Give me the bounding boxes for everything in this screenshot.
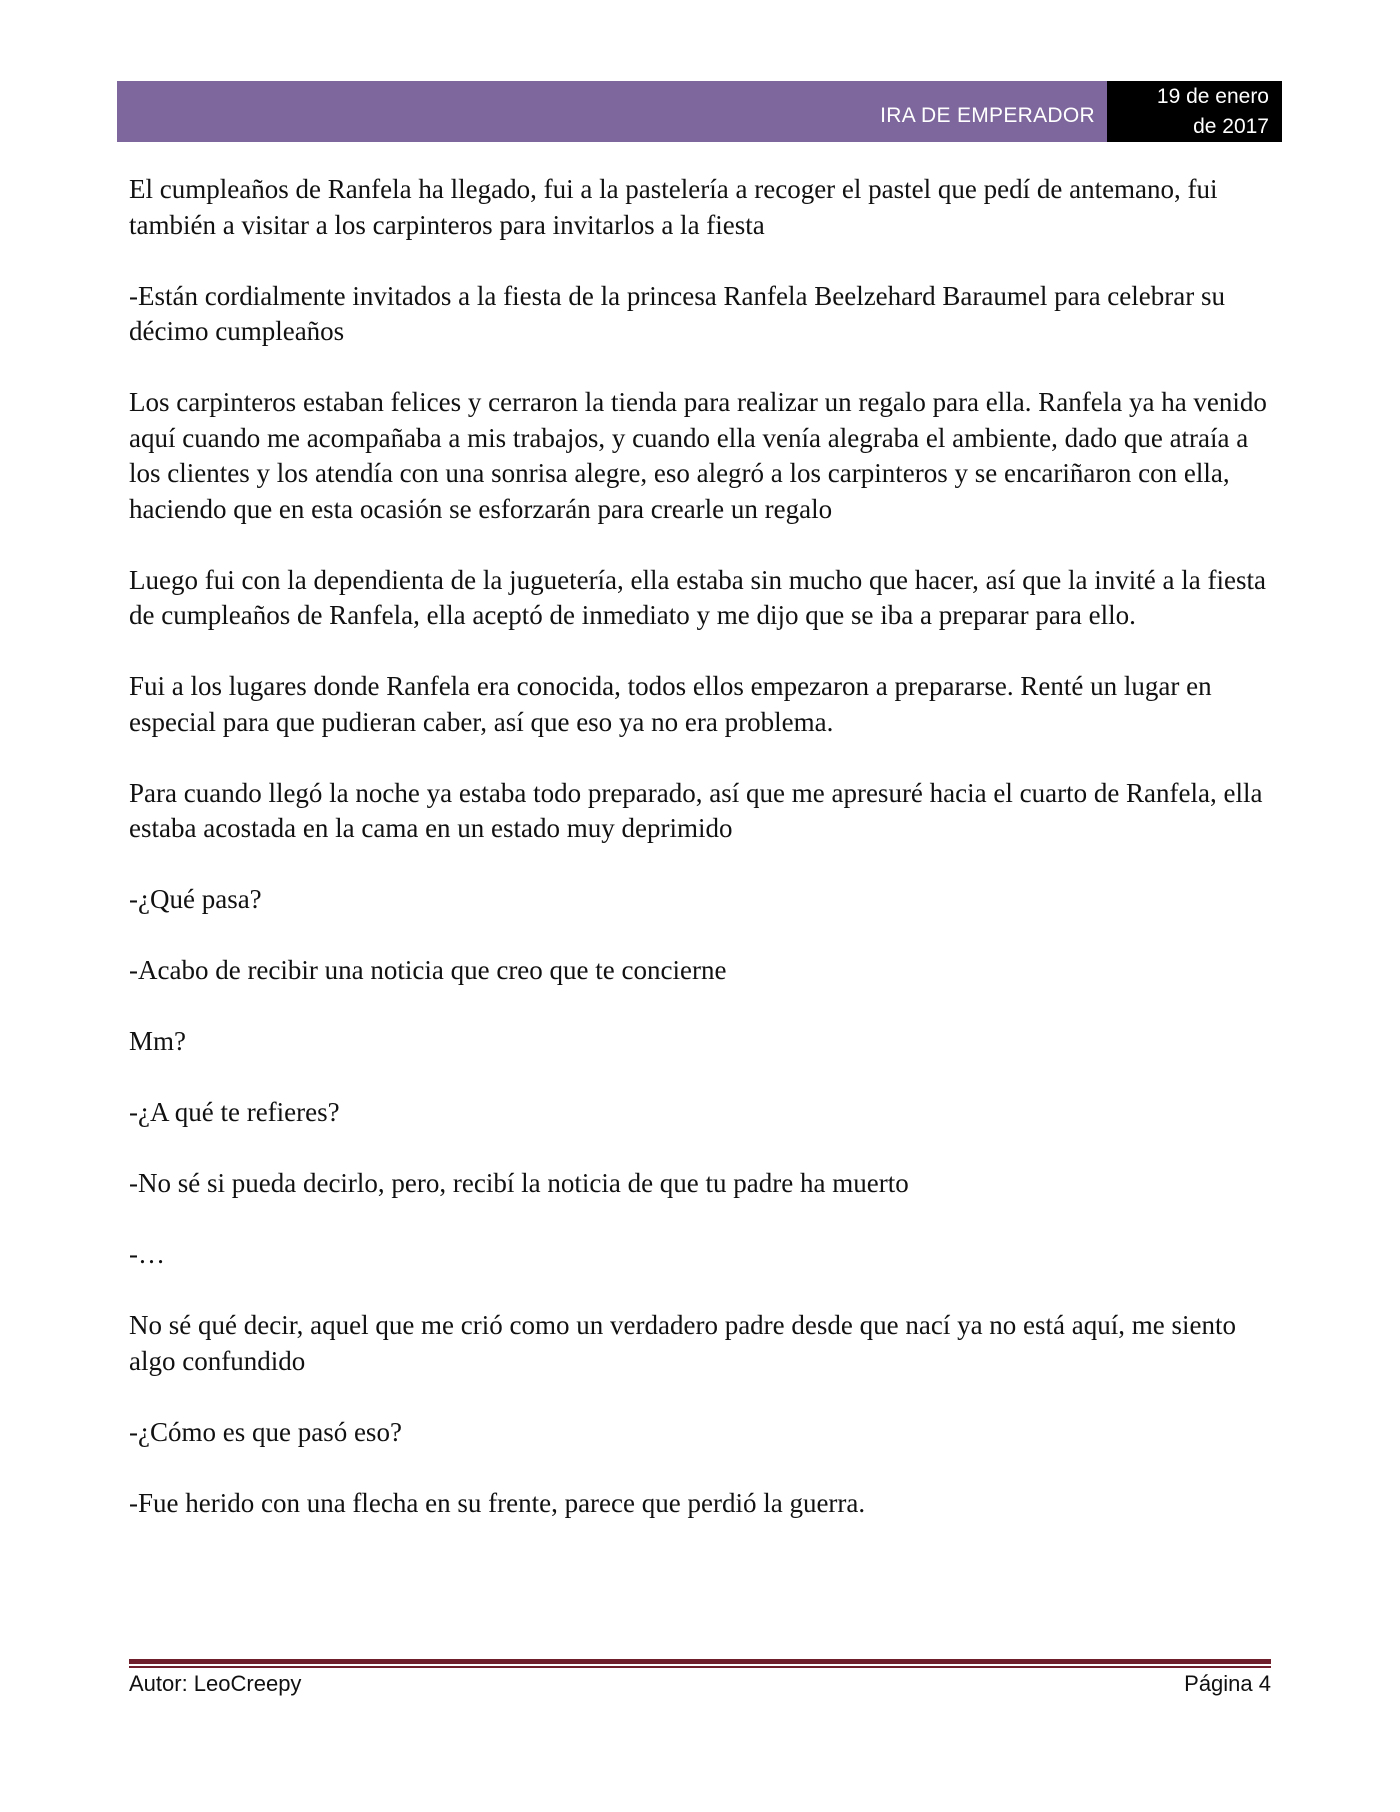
- paragraph: -Acabo de recibir una noticia que creo que te concierne: [129, 955, 727, 985]
- paragraph: -…: [129, 1239, 165, 1269]
- paragraph: No sé qué decir, aquel que me crió como un verdadero padre desde que nací ya no está aquí, me siento algo confundido: [129, 1310, 1236, 1376]
- body-text: [129, 172, 1279, 1557]
- paragraph: Los carpinteros estaban felices y cerraron la tienda para realizar un regalo para ella. Ranfela ya ha venido aquí cuando me acompañaba a mis trabajos, y cuando ella venía alegraba el ambiente, dado que atraía a los clientes y los atendía con una sonrisa alegre, eso alegró a los carpinteros y se encariñaron con ella, haciendo que en esta ocasión se esforzarán para crearle un regalo: [129, 387, 1267, 524]
- paragraph: Para cuando llegó la noche ya estaba todo preparado, así que me apresuré hacia el cuarto de Ranfela, ella estaba acostada en la cama en un estado muy deprimido: [129, 777, 1263, 843]
- paragraph: -¿Qué pasa?: [129, 884, 262, 914]
- paragraph: -¿A qué te refieres?: [129, 1097, 340, 1127]
- paragraph: Luego fui con la dependienta de la juguetería, ella estaba sin mucho que hacer, así que la invité a la fiesta de cumpleaños de Ranfela, ella aceptó de inmediato y me dijo que se iba a preparar para ello.: [129, 564, 1266, 630]
- paragraph: El cumpleaños de Ranfela ha llegado, fui a la pastelería a recoger el pastel que pedí de antemano, fui también a visitar a los carpinteros para invitarlos a la fiesta: [129, 174, 1218, 240]
- document-title: IRA DE EMPERADOR: [117, 81, 1107, 142]
- paragraph: -¿Cómo es que pasó eso?: [129, 1416, 402, 1447]
- date-line-2: de 2017: [1193, 115, 1269, 138]
- paragraph: -Están cordialmente invitados a la fiesta de la princesa Ranfela Beelzehard Baraumel para celebrar su décimo cumpleaños: [129, 280, 1225, 346]
- date-line-1: 19 de enero: [1156, 85, 1269, 108]
- paragraph: Mm?: [129, 1026, 186, 1056]
- page-footer: [129, 1671, 1271, 1697]
- paragraph: -Fue herido con una flecha en su frente, parece que perdió la guerra.: [129, 1487, 866, 1518]
- paragraph: -No sé si pueda decirlo, pero, recibí la noticia de que tu padre ha muerto: [129, 1168, 909, 1198]
- footer-author: Autor: LeoCreepy: [129, 1671, 302, 1696]
- document-date: [1107, 81, 1282, 142]
- footer-page-number: Página 4: [1184, 1671, 1271, 1696]
- paragraph: Fui a los lugares donde Ranfela era conocida, todos ellos empezaron a prepararse. Renté un lugar en especial para que pudieran caber, así que eso ya no era problema.: [129, 671, 1212, 737]
- footer-divider: [129, 1659, 1271, 1668]
- page-header: [117, 81, 1282, 142]
